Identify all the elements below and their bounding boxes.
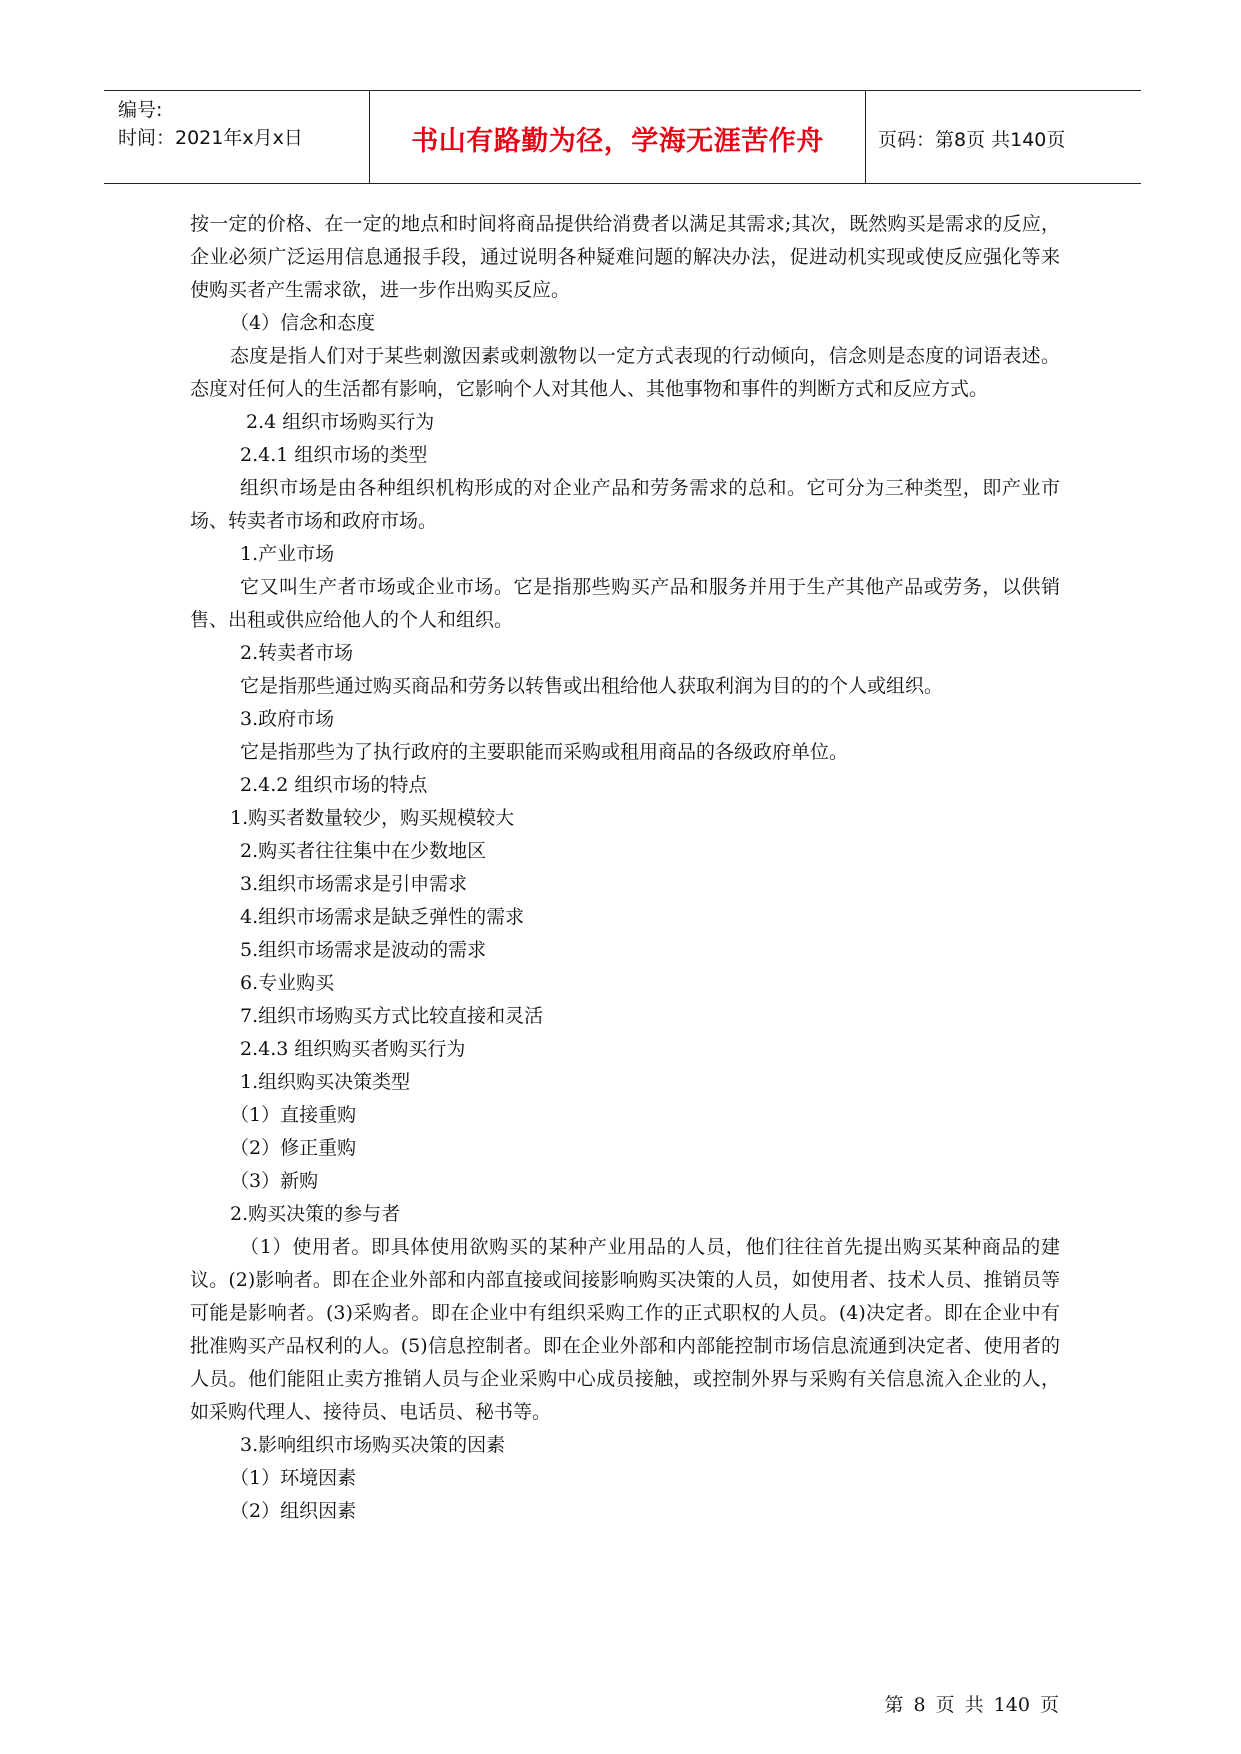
paragraph: 它是指那些为了执行政府的主要职能而采购或租用商品的各级政府单位。	[240, 741, 849, 763]
paragraph: （2）修正重购	[230, 1137, 357, 1159]
paragraph: 4.组织市场需求是缺乏弹性的需求	[240, 906, 525, 928]
paragraph: 2.4.3 组织购买者购买行为	[240, 1038, 466, 1060]
header-page-number: 页码：第8页 共140页	[878, 129, 1066, 151]
paragraph: 2.4 组织市场购买行为	[246, 411, 435, 433]
paragraph: 6.专业购买	[240, 972, 335, 994]
header-motto-cell	[370, 91, 866, 183]
paragraph: 1.组织购买决策类型	[240, 1071, 411, 1093]
paragraph: 3.组织市场需求是引申需求	[240, 873, 468, 895]
document-time-label: 时间：2021年x月x日	[118, 127, 303, 149]
paragraph: （3）新购	[230, 1170, 319, 1192]
paragraph: 2.购买者往往集中在少数地区	[240, 840, 487, 862]
paragraph: （2）组织因素	[230, 1500, 357, 1522]
paragraph: 7.组织市场购买方式比较直接和灵活	[240, 1005, 544, 1027]
paragraph: 5.组织市场需求是波动的需求	[240, 939, 487, 961]
paragraph: 组织市场是由各种组织机构形成的对企业产品和劳务需求的总和。它可分为三种类型，即产业市场、转卖者市场和政府市场。	[190, 477, 1060, 532]
paragraph: 2.4.2 组织市场的特点	[240, 774, 428, 796]
document-body	[190, 208, 1060, 1528]
page-header	[104, 90, 1141, 184]
paragraph: 态度是指人们对于某些刺激因素或刺激物以一定方式表现的行动倾向，信念则是态度的词语表述。态度对任何人的生活都有影响，它影响个人对其他人、其他事物和事件的判断方式和反应方式。	[190, 345, 1060, 400]
footer-page-number: 第 8 页 共 140 页	[884, 1694, 1059, 1716]
header-meta-cell	[104, 91, 370, 183]
paragraph: （1）环境因素	[230, 1467, 357, 1489]
paragraph: （1）直接重购	[230, 1104, 357, 1126]
paragraph: 2.4.1 组织市场的类型	[240, 444, 428, 466]
paragraph: 2.转卖者市场	[240, 642, 354, 664]
paragraph: 它又叫生产者市场或企业市场。它是指那些购买产品和服务并用于生产其他产品或劳务，以供销售、出租或供应给他人的个人和组织。	[190, 576, 1060, 631]
paragraph: 3.影响组织市场购买决策的因素	[240, 1434, 506, 1456]
paragraph: （1）使用者。即具体使用欲购买的某种产业用品的人员，他们往往首先提出购买某种商品的建议。(2)影响者。即在企业外部和内部直接或间接影响购买决策的人员，如使用者、技术人员、推销员等可能是影响者。(3)采购者。即在企业中有组织采购工作的正式职权的人员。(4)决定者。即在企业中有批准购买产品权利的人。(5)信息控制者。即在企业外部和内部能控制市场信息流通到决定者、使用者的人员。他们能阻止卖方推销人员与企业采购中心成员接触，或控制外界与采购有关信息流入企业的人，如采购代理人、接待员、电话员、秘书等。	[190, 1236, 1060, 1423]
paragraph: 3.政府市场	[240, 708, 335, 730]
paragraph: 2.购买决策的参与者	[230, 1203, 401, 1225]
paragraph: 它是指那些通过购买商品和劳务以转售或出租给他人获取利润为目的的个人或组织。	[240, 675, 944, 697]
header-motto: 书山有路勤为径，学海无涯苦作舟	[411, 126, 824, 157]
header-page-cell	[866, 91, 1141, 183]
paragraph: 按一定的价格、在一定的地点和时间将商品提供给消费者以满足其需求;其次，既然购买是需求的反应，企业必须广泛运用信息通报手段，通过说明各种疑难问题的解决办法，促进动机实现或使反应强化等来使购买者产生需求欲，进一步作出购买反应。	[190, 213, 1060, 301]
paragraph: （4）信念和态度	[230, 312, 376, 334]
paragraph: 1.产业市场	[240, 543, 335, 565]
document-number-label: 编号:	[118, 99, 163, 121]
paragraph: 1.购买者数量较少，购买规模较大	[230, 807, 515, 829]
